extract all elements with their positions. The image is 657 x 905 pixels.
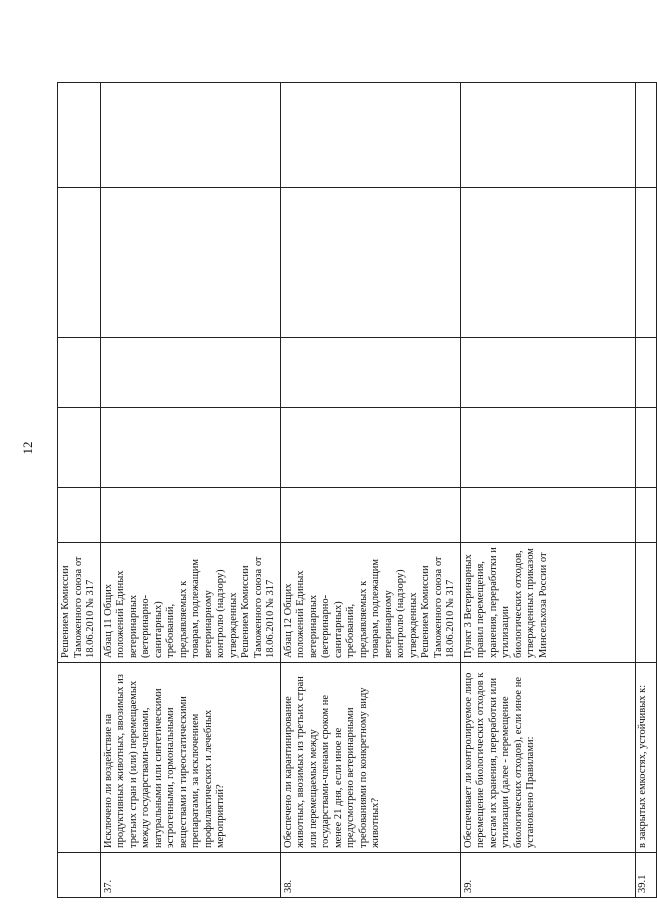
cell-empty — [635, 338, 656, 408]
cell-number: 38. — [280, 853, 460, 898]
checklist-table-container — [57, 83, 648, 898]
cell-reference: Решением Комиссии Таможенного союза от 18.06.2010 № 317 — [58, 543, 101, 663]
cell-empty — [58, 488, 101, 543]
table-row — [58, 83, 101, 898]
table-row — [460, 83, 635, 898]
cell-empty — [100, 488, 280, 543]
cell-question: Обеспечено ли карантинирование животных, ввозимых из третьих стран или перемещаемых между государствами-членами сроком не менее 21 дня, если иное не предусмотрено ветеринарными требованиями по конкретному виду животных? — [280, 663, 460, 853]
table-row — [280, 83, 460, 898]
table-row — [635, 83, 656, 898]
cell-empty — [460, 338, 635, 408]
cell-empty — [58, 408, 101, 488]
cell-empty — [100, 408, 280, 488]
cell-empty — [635, 188, 656, 338]
cell-question: Исключено ли воздействие на продуктивных животных, ввозимых из третьих стран и (или) перемещаемых между государствами-членами, натуральными или синтетическими эстрогенными, гормональными веществами и тиреостатическими препаратами, за исключением профилактических и лечебных мероприятий? — [100, 663, 280, 853]
cell-empty — [280, 488, 460, 543]
checklist-table — [57, 82, 657, 898]
cell-empty — [58, 83, 101, 188]
cell-empty — [635, 488, 656, 543]
table-row — [100, 83, 280, 898]
cell-reference: Абзац 12 Общих положений Единых ветеринарных (ветеринарно-санитарных) требований, предъявляемых к товарам, подлежащим ветеринарному контролю (надзору) утвержденных Решением Комиссии Таможенного союза от 18.06.2010 № 317 — [280, 543, 460, 663]
cell-empty — [635, 83, 656, 188]
cell-empty — [460, 408, 635, 488]
cell-empty — [58, 338, 101, 408]
page-number: 12 — [20, 441, 35, 455]
cell-empty — [460, 188, 635, 338]
cell-reference — [635, 543, 656, 663]
cell-empty — [100, 83, 280, 188]
cell-empty — [100, 188, 280, 338]
cell-question — [58, 663, 101, 853]
cell-empty — [280, 188, 460, 338]
cell-empty — [460, 83, 635, 188]
cell-empty — [58, 188, 101, 338]
cell-question: в закрытых емкостях, устойчивых к: — [635, 663, 656, 853]
cell-empty — [280, 338, 460, 408]
cell-number: 39.1 — [635, 853, 656, 898]
cell-empty — [460, 488, 635, 543]
cell-number — [58, 853, 101, 898]
cell-reference: Пункт 3 Ветеринарных правил перемещения, хранения, переработки и утилизации биологических отходов, утвержденных приказом Минсельхоза России от — [460, 543, 635, 663]
cell-question: Обеспечивает ли контролируемое лицо перемещение биологических отходов к местам их хранения, переработки или утилизации (далее - перемещение биологических отходов), если иное не установлено Правилами: — [460, 663, 635, 853]
cell-number: 39. — [460, 853, 635, 898]
cell-empty — [280, 83, 460, 188]
cell-empty — [100, 338, 280, 408]
cell-empty — [635, 408, 656, 488]
cell-empty — [280, 408, 460, 488]
cell-reference: Абзац 11 Общих положений Единых ветеринарных (ветеринарно-санитарных) требований, предъявляемых к товарам, подлежащим ветеринарному контролю (надзору) утвержденных Решением Комиссии Таможенного союза от 18.06.2010 № 317 — [100, 543, 280, 663]
cell-number: 37. — [100, 853, 280, 898]
